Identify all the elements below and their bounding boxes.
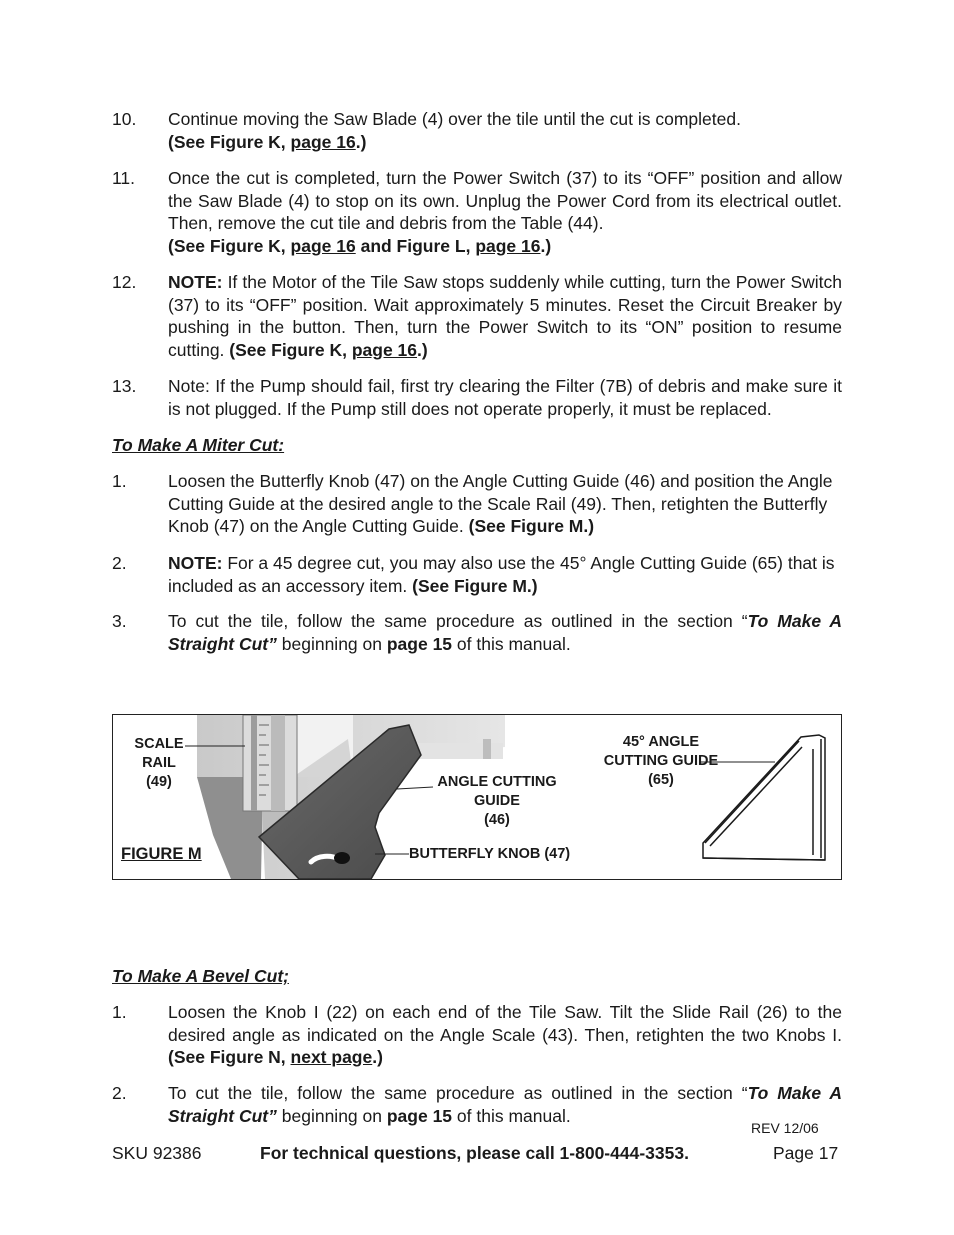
bevel-step-2 bbox=[112, 1082, 842, 1127]
figure-m bbox=[112, 714, 842, 880]
label-line: ANGLE CUTTING bbox=[437, 774, 557, 790]
step-text: of this manual. bbox=[452, 1105, 571, 1126]
step-text: of this manual. bbox=[452, 633, 571, 654]
note-label: NOTE: bbox=[168, 272, 223, 292]
step-10 bbox=[112, 108, 842, 153]
step-number: 3. bbox=[112, 611, 127, 631]
section-reference: To Make A Straight Cut” bbox=[168, 1083, 842, 1126]
miter-step-3 bbox=[112, 610, 842, 655]
step-text: beginning on bbox=[276, 633, 387, 654]
miter-step-1 bbox=[112, 470, 842, 538]
figure-reference: (See Figure M.) bbox=[468, 516, 595, 536]
step-number: 2. bbox=[112, 553, 127, 573]
butterfly-knob-label: BUTTERFLY KNOB (47) bbox=[409, 846, 571, 862]
figure-reference-tail: .) bbox=[355, 131, 367, 152]
page-link[interactable]: page 16 bbox=[290, 131, 356, 152]
section-heading-miter: To Make A Miter Cut: bbox=[112, 435, 285, 455]
step-text: To cut the tile, follow the same procedure as outlined in the section “ bbox=[168, 1083, 748, 1103]
bevel-step-1 bbox=[112, 1001, 842, 1069]
label-line: 45° ANGLE bbox=[622, 734, 700, 750]
angle-45-guide-label bbox=[593, 733, 729, 790]
figure-reference-tail: .) bbox=[417, 339, 428, 360]
figure-reference: (See Figure K, bbox=[168, 235, 291, 256]
step-12 bbox=[112, 271, 842, 361]
label-line: RAIL bbox=[142, 755, 176, 771]
miter-step-2 bbox=[112, 552, 842, 597]
step-number: 11. bbox=[112, 168, 136, 188]
step-text: For a 45 degree cut, you may also use the 45° Angle Cutting Guide (65) that is included as an accessory item. bbox=[168, 553, 835, 596]
footer-sku: SKU 92386 bbox=[112, 1143, 202, 1163]
step-number: 13. bbox=[112, 376, 137, 396]
step-text: Loosen the Butterfly Knob (47) on the Angle Cutting Guide (46) and position the Angle Cutting Guide at the desired angle to the Scale Rail (49). Then, retighten the Butterfly Knob (47) on the Angle Cutting Guide. bbox=[168, 471, 833, 536]
scale-rail-label bbox=[126, 735, 192, 792]
revision-label: REV 12/06 bbox=[751, 1120, 819, 1136]
figure-reference-tail: .) bbox=[540, 235, 552, 256]
figure-reference: (See Figure N, bbox=[168, 1047, 291, 1067]
figure-reference: (See Figure M.) bbox=[412, 575, 538, 596]
footer-page-number: Page 17 bbox=[773, 1143, 839, 1163]
page-link[interactable]: page 16 bbox=[475, 235, 541, 256]
page-reference: page 15 bbox=[386, 1105, 453, 1126]
figure-reference: (See Figure K, bbox=[168, 131, 291, 152]
step-number: 2. bbox=[112, 1083, 127, 1103]
section-reference: To Make A Straight Cut” bbox=[168, 611, 842, 654]
step-number: 10. bbox=[112, 109, 137, 129]
footer-support-phone: For technical questions, please call 1-800-444-3353. bbox=[260, 1143, 689, 1163]
page-link[interactable]: page 16 bbox=[290, 235, 356, 256]
label-line: CUTTING GUIDE bbox=[603, 753, 719, 769]
label-line: (65) bbox=[648, 772, 674, 788]
angle-cutting-guide-label bbox=[431, 773, 563, 830]
step-number: 12. bbox=[112, 272, 137, 292]
label-line: SCALE bbox=[134, 736, 184, 752]
figure-reference-mid: and Figure L, bbox=[355, 235, 476, 256]
label-line: GUIDE bbox=[474, 793, 520, 809]
step-text: Once the cut is completed, turn the Power Switch (37) to its “OFF” position and allow the Saw Blade (4) to stop on its own. Unplug the Power Cord from its electrical outlet. Then, remove the cut tile and debris from the Table (44). bbox=[168, 168, 842, 233]
step-text: To cut the tile, follow the same procedure as outlined in the section “ bbox=[168, 611, 748, 631]
step-13 bbox=[112, 375, 842, 420]
figure-reference: (See Figure K, bbox=[229, 339, 352, 360]
section-heading-bevel: To Make A Bevel Cut; bbox=[112, 966, 289, 986]
step-text: Continue moving the Saw Blade (4) over the tile until the cut is completed. bbox=[168, 109, 741, 129]
next-page-link[interactable]: next page bbox=[290, 1047, 373, 1067]
label-line: (46) bbox=[484, 812, 510, 828]
step-text: If the Motor of the Tile Saw stops suddenly while cutting, turn the Power Switch (37) to its “OFF” position. Wait approximately 5 minutes. Reset the Circuit Breaker by pushing in the button. Then, turn the Power Switch to its “ON” position to resume cutting. bbox=[168, 272, 842, 360]
page-link[interactable]: page 16 bbox=[351, 339, 418, 360]
step-number: 1. bbox=[112, 1002, 127, 1022]
step-text: Loosen the Knob I (22) on each end of the Tile Saw. Tilt the Slide Rail (26) to the desired angle as indicated on the Angle Scale (43). Then, retighten the two Knobs I. bbox=[168, 1002, 842, 1045]
step-11 bbox=[112, 167, 842, 257]
angle-guide-leader bbox=[397, 787, 433, 789]
step-text: Note: If the Pump should fail, first try clearing the Filter (7B) of debris and make sure it is not plugged. If the Pump still does not operate properly, it must be replaced. bbox=[168, 376, 842, 419]
label-line: (49) bbox=[146, 774, 172, 790]
page-reference: page 15 bbox=[386, 633, 453, 654]
step-text: beginning on bbox=[276, 1105, 387, 1126]
figure-title: FIGURE M bbox=[121, 845, 202, 863]
note-label: NOTE: bbox=[168, 553, 223, 573]
figure-reference-tail: .) bbox=[372, 1047, 383, 1067]
step-number: 1. bbox=[112, 471, 127, 491]
